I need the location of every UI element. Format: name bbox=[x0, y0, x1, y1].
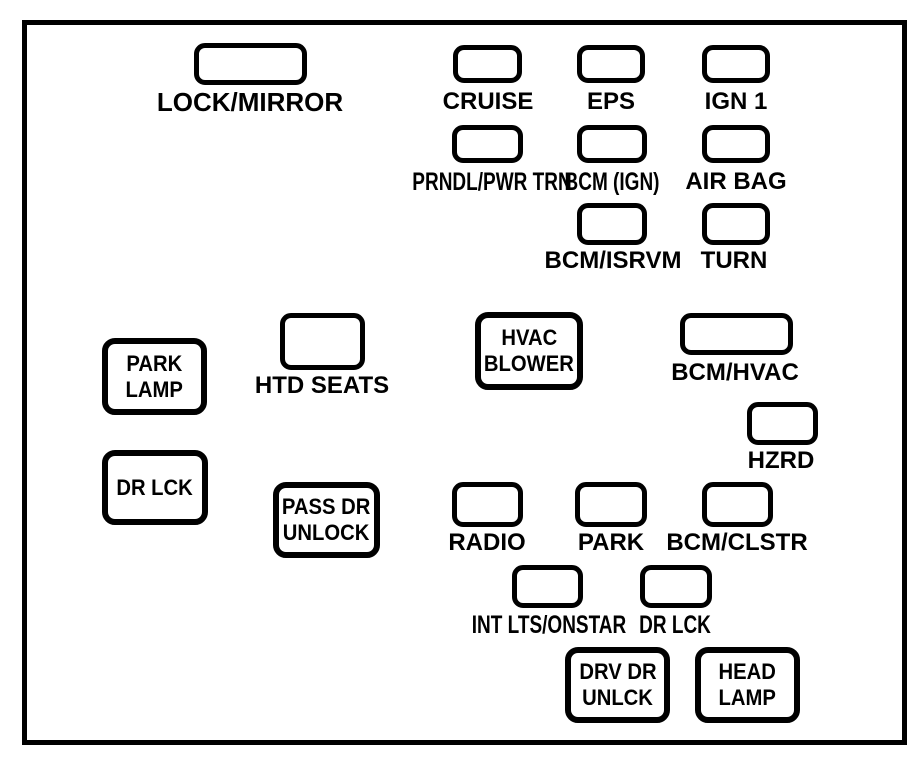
fuse-box-pass-dr-unlock-text: UNLOCK bbox=[283, 520, 370, 545]
fuse-box-head-lamp bbox=[695, 647, 800, 723]
fuse-label-ign-1: IGN 1 bbox=[704, 88, 768, 115]
fuse-label-eps: EPS bbox=[586, 88, 636, 115]
fuse-label-bcm-hvac: BCM/HVAC bbox=[671, 359, 799, 386]
fuse-box-dr-lck bbox=[102, 450, 208, 525]
fuse-label-bcm-ign: BCM (IGN) bbox=[564, 168, 660, 196]
fuse-box-head-lamp-text: HEAD bbox=[718, 659, 777, 684]
fuse-box-hvac-blower bbox=[475, 312, 583, 390]
fuse-box-cruise bbox=[453, 45, 522, 83]
fuse-box-park-lamp-text: LAMP bbox=[125, 376, 184, 402]
fuse-box-dr-lck-text: DR LCK bbox=[116, 474, 194, 500]
fuse-box-drv-dr-unlck-text: UNLCK bbox=[582, 685, 653, 710]
fuse-label-prndl-pwr-trn: PRNDL/PWR TRN bbox=[412, 168, 572, 196]
fuse-label-park: PARK bbox=[577, 529, 645, 556]
fuse-label-hzrd: HZRD bbox=[747, 447, 815, 474]
fuse-box-htd-seats bbox=[280, 313, 365, 370]
fuse-box-drv-dr-unlck-text: DRV DR bbox=[578, 659, 657, 684]
fuse-box-hvac-blower-text: HVAC bbox=[501, 325, 557, 350]
fuse-box-turn bbox=[702, 203, 770, 245]
fuse-box-drv-dr-unlck bbox=[565, 647, 670, 723]
fuse-box-hzrd bbox=[747, 402, 818, 445]
fuse-box-air-bag bbox=[702, 125, 770, 163]
fuse-box-hvac-blower-text: BLOWER bbox=[484, 351, 574, 376]
fuse-label-turn: TURN bbox=[700, 247, 768, 274]
fuse-box-eps bbox=[577, 45, 645, 83]
fuse-box-pass-dr-unlock-text: PASS DR bbox=[282, 494, 371, 519]
fuse-label-dr-lck-small: DR LCK bbox=[639, 611, 711, 639]
fuse-box-int-lts-onstar bbox=[512, 565, 583, 608]
fuse-box-park-lamp bbox=[102, 338, 207, 415]
fuse-label-int-lts-onstar: INT LTS/ONSTAR bbox=[471, 611, 627, 639]
fuse-label-radio: RADIO bbox=[448, 529, 526, 556]
fuse-box-ign-1 bbox=[702, 45, 770, 83]
fuse-box-head-lamp-text: LAMP bbox=[718, 685, 777, 710]
fuse-box-park-lamp-text: PARK bbox=[126, 350, 183, 376]
fuse-box-prndl-pwr-trn bbox=[452, 125, 523, 163]
fuse-label-bcm-isrvm: BCM/ISRVM bbox=[544, 247, 682, 274]
fuse-box-lock-mirror bbox=[194, 43, 307, 85]
fuse-box-park bbox=[575, 482, 647, 527]
fuse-label-air-bag: AIR BAG bbox=[685, 168, 787, 195]
fuse-box-bcm-ign bbox=[577, 125, 647, 163]
fuse-box-pass-dr-unlock bbox=[273, 482, 380, 558]
fuse-label-cruise: CRUISE bbox=[442, 88, 534, 115]
fuse-label-lock-mirror: LOCK/MIRROR bbox=[156, 87, 344, 117]
fuse-box-radio bbox=[452, 482, 523, 527]
fuse-label-htd-seats: HTD SEATS bbox=[254, 372, 390, 399]
fuse-box-bcm-hvac bbox=[680, 313, 793, 355]
fuse-box-bcm-isrvm bbox=[577, 203, 647, 245]
fuse-box-bcm-clstr bbox=[702, 482, 773, 527]
fuse-label-bcm-clstr: BCM/CLSTR bbox=[666, 529, 808, 556]
fuse-box-dr-lck-small bbox=[640, 565, 712, 608]
